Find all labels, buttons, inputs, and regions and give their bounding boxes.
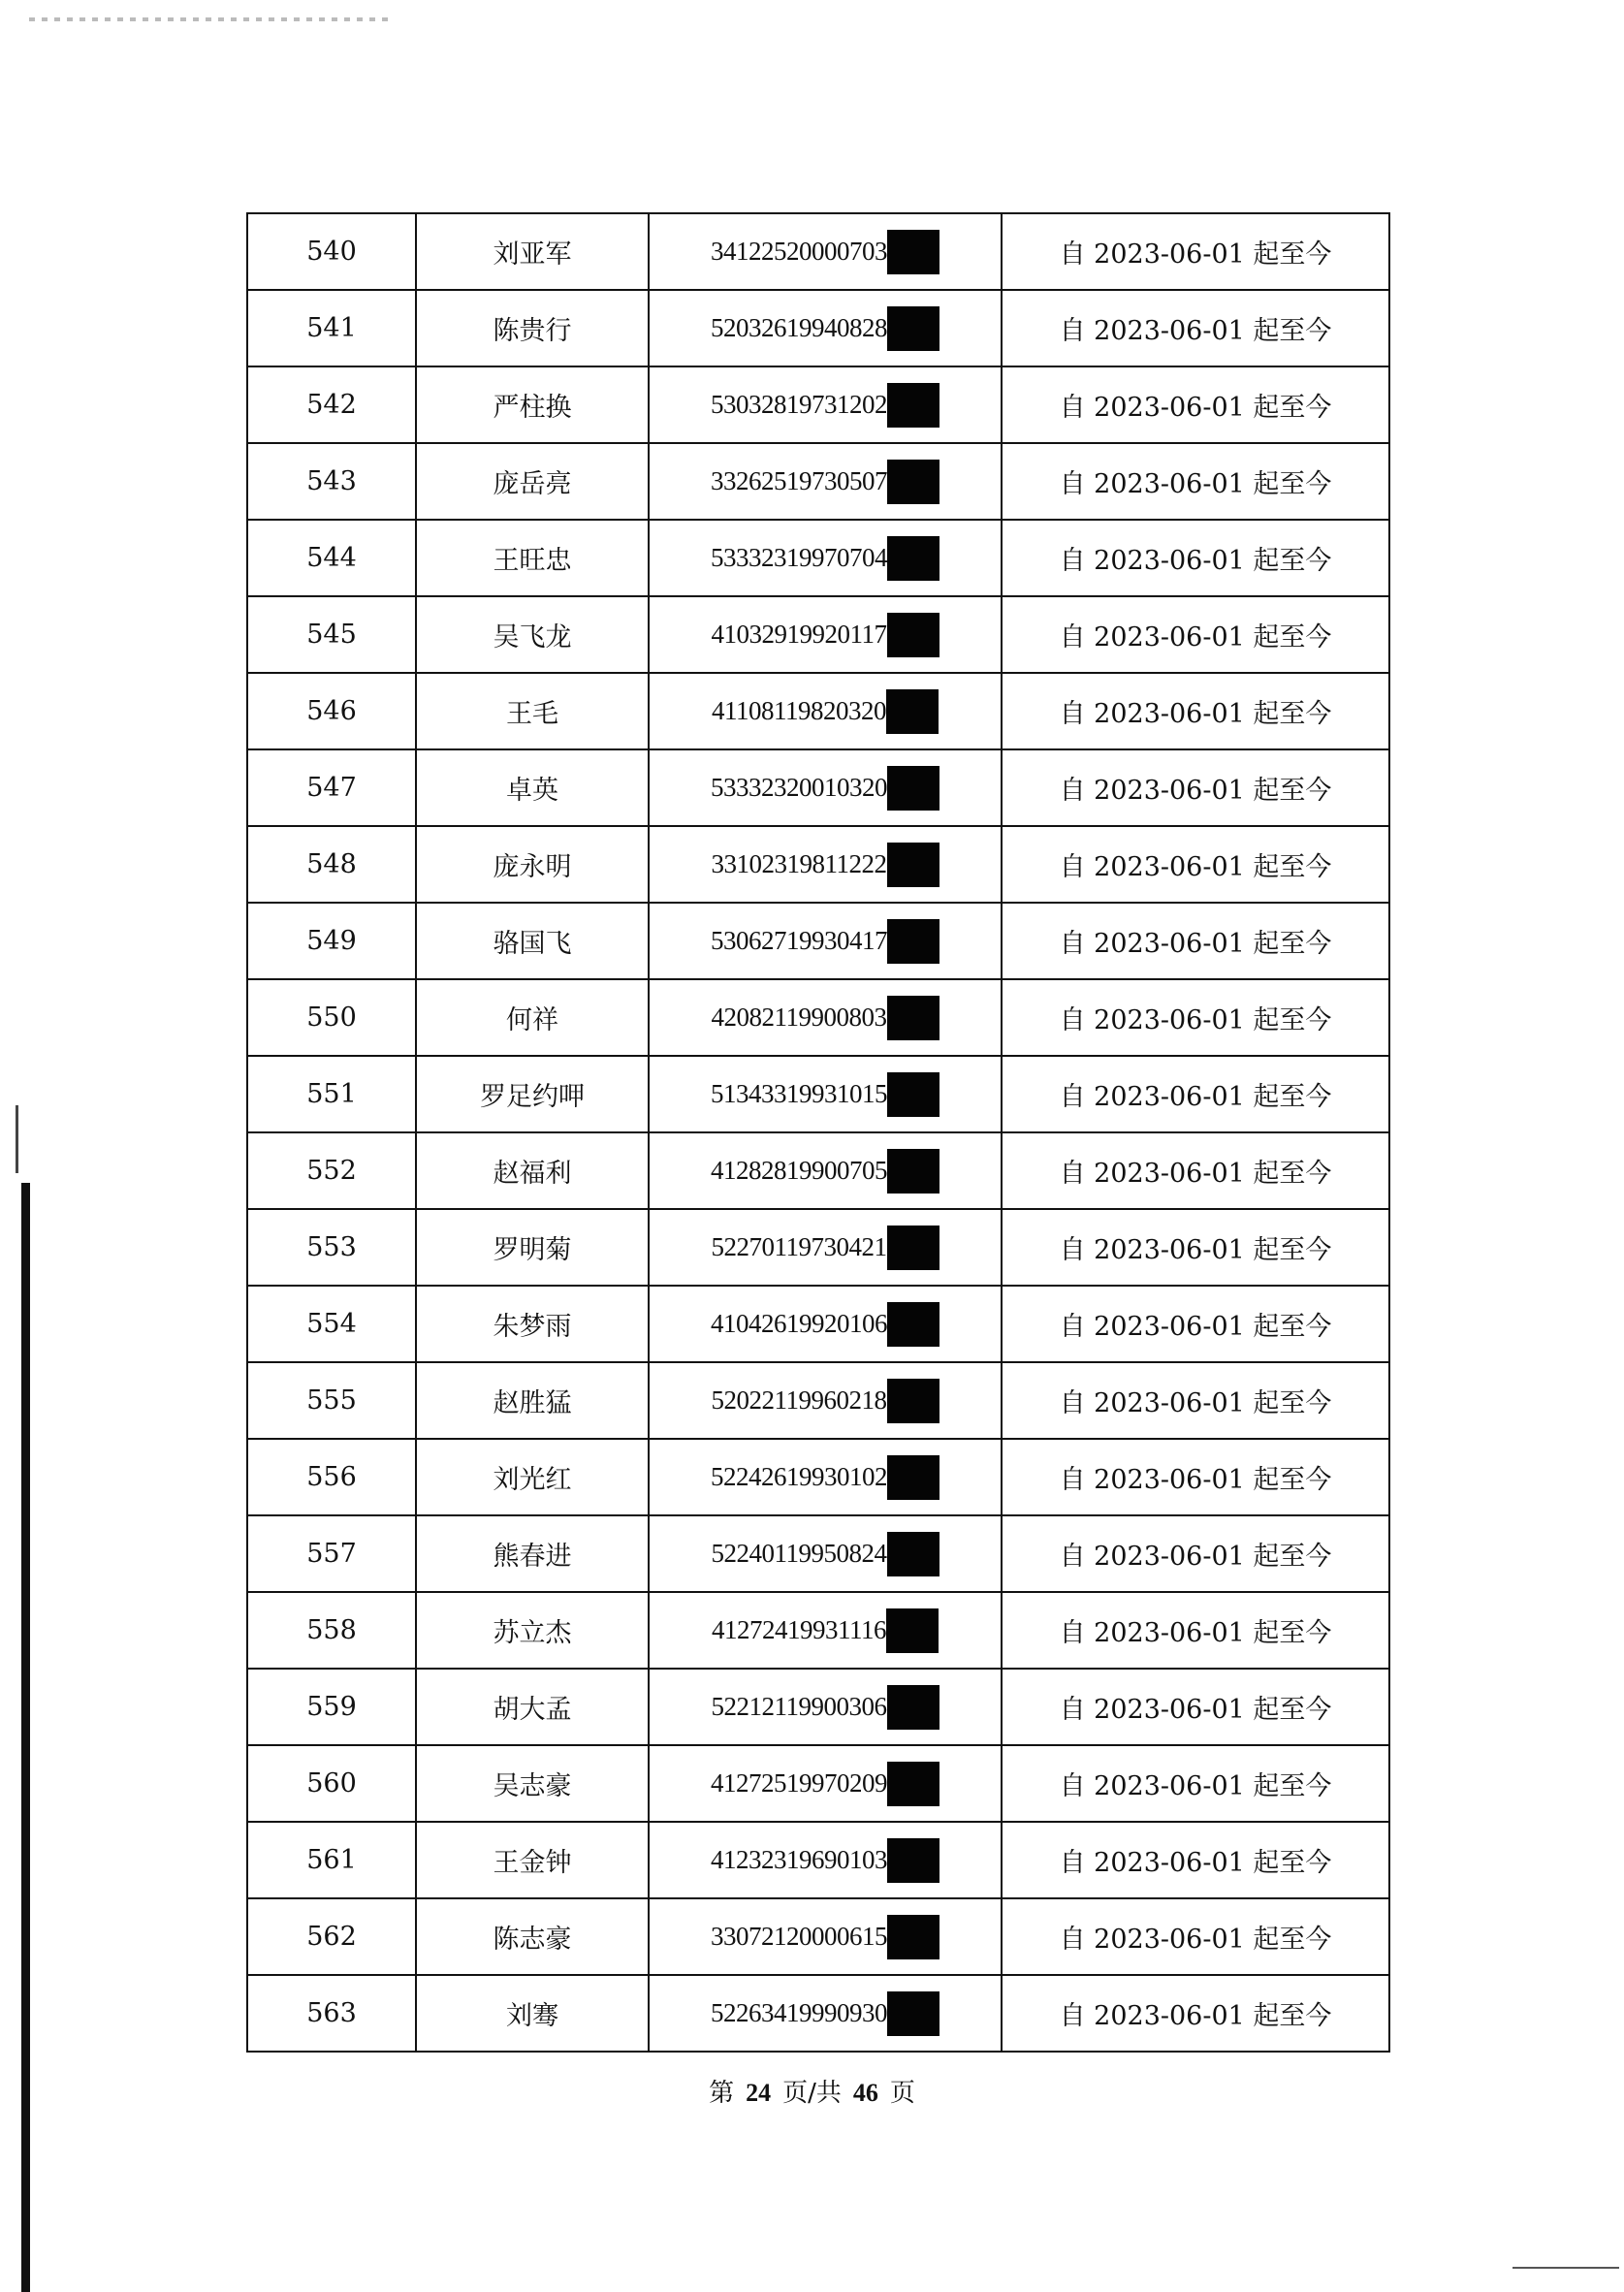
row-number: 559 (247, 1669, 416, 1745)
id-number-cell (649, 1209, 1002, 1286)
id-number: 53062719930417 (711, 926, 887, 955)
person-name: 吴飞龙 (416, 596, 649, 673)
id-number-cell (649, 290, 1002, 366)
id-number: 51343319931015 (711, 1079, 887, 1108)
id-number: 52242619930102 (711, 1462, 887, 1491)
redaction-block (887, 1226, 939, 1270)
redaction-block (887, 1991, 939, 2036)
person-name: 陈贵行 (416, 290, 649, 366)
id-number: 52263419990930 (711, 1998, 887, 2027)
person-name: 王金钟 (416, 1822, 649, 1898)
table-row (247, 290, 1389, 366)
redaction-block (887, 536, 939, 581)
row-number: 543 (247, 443, 416, 520)
table-row (247, 1286, 1389, 1362)
table-row (247, 1592, 1389, 1669)
id-number-cell (649, 1898, 1002, 1975)
id-number-cell (649, 1362, 1002, 1439)
row-number: 558 (247, 1592, 416, 1669)
table-row (247, 673, 1389, 749)
person-name: 朱梦雨 (416, 1286, 649, 1362)
id-number-cell (649, 443, 1002, 520)
id-number-cell (649, 1822, 1002, 1898)
person-name: 庞永明 (416, 826, 649, 903)
row-number: 551 (247, 1056, 416, 1132)
row-number: 542 (247, 366, 416, 443)
footer-middle: 页/共 (782, 2079, 842, 2108)
row-number: 560 (247, 1745, 416, 1822)
id-number-cell (649, 903, 1002, 979)
redaction-block (887, 1838, 939, 1883)
id-number: 41272519970209 (711, 1768, 887, 1798)
id-number: 52212119900306 (711, 1692, 887, 1721)
table-row (247, 1515, 1389, 1592)
id-number: 41108119820320 (712, 696, 886, 725)
table-row (247, 749, 1389, 826)
row-number: 552 (247, 1132, 416, 1209)
redaction-block (887, 230, 939, 274)
id-number: 52022119960218 (711, 1385, 887, 1415)
row-number: 555 (247, 1362, 416, 1439)
id-number: 52270119730421 (711, 1232, 887, 1261)
id-number-cell (649, 673, 1002, 749)
redaction-block (887, 306, 939, 351)
id-number-cell (649, 749, 1002, 826)
row-number: 549 (247, 903, 416, 979)
person-name: 王旺忠 (416, 520, 649, 596)
period: 自 2023-06-01 起至今 (1002, 1669, 1389, 1745)
table-row (247, 1975, 1389, 2052)
table-row (247, 1669, 1389, 1745)
id-number: 33102319811222 (711, 849, 887, 878)
table-row (247, 826, 1389, 903)
period: 自 2023-06-01 起至今 (1002, 826, 1389, 903)
person-name: 赵胜猛 (416, 1362, 649, 1439)
row-number: 554 (247, 1286, 416, 1362)
person-name: 王毛 (416, 673, 649, 749)
person-name: 庞岳亮 (416, 443, 649, 520)
table-row (247, 903, 1389, 979)
person-name: 熊春进 (416, 1515, 649, 1592)
id-number-cell (649, 1592, 1002, 1669)
period: 自 2023-06-01 起至今 (1002, 1898, 1389, 1975)
redaction-block (887, 1762, 939, 1806)
period: 自 2023-06-01 起至今 (1002, 979, 1389, 1056)
id-number: 53332320010320 (711, 773, 887, 802)
page-footer (0, 2073, 1624, 2109)
person-name: 罗明菊 (416, 1209, 649, 1286)
id-number-cell (649, 1745, 1002, 1822)
person-name: 苏立杰 (416, 1592, 649, 1669)
scan-artifact-left-edge (21, 1183, 30, 2292)
period: 自 2023-06-01 起至今 (1002, 1056, 1389, 1132)
period: 自 2023-06-01 起至今 (1002, 1515, 1389, 1592)
id-number-cell (649, 1439, 1002, 1515)
table-row (247, 520, 1389, 596)
row-number: 556 (247, 1439, 416, 1515)
table-row (247, 366, 1389, 443)
id-number-cell (649, 1286, 1002, 1362)
footer-prefix: 第 (709, 2079, 735, 2108)
person-name: 罗足约呷 (416, 1056, 649, 1132)
table-row (247, 1898, 1389, 1975)
id-number: 41272419931116 (712, 1615, 886, 1644)
row-number: 541 (247, 290, 416, 366)
id-number: 52032619940828 (711, 313, 887, 342)
redaction-block (886, 689, 939, 734)
id-number: 41282819900705 (711, 1156, 887, 1185)
row-number: 544 (247, 520, 416, 596)
person-name: 刘光红 (416, 1439, 649, 1515)
person-name: 骆国飞 (416, 903, 649, 979)
id-number-cell (649, 596, 1002, 673)
row-number: 545 (247, 596, 416, 673)
row-number: 540 (247, 213, 416, 290)
period: 自 2023-06-01 起至今 (1002, 1975, 1389, 2052)
table-row (247, 596, 1389, 673)
id-number-cell (649, 1132, 1002, 1209)
table-row (247, 213, 1389, 290)
redaction-block (887, 1379, 939, 1423)
redaction-block (887, 1072, 939, 1117)
redaction-block (887, 1455, 939, 1500)
row-number: 547 (247, 749, 416, 826)
row-number: 557 (247, 1515, 416, 1592)
period: 自 2023-06-01 起至今 (1002, 520, 1389, 596)
period: 自 2023-06-01 起至今 (1002, 673, 1389, 749)
id-number-cell (649, 1515, 1002, 1592)
id-number-cell (649, 979, 1002, 1056)
redaction-block (887, 1302, 939, 1347)
period: 自 2023-06-01 起至今 (1002, 213, 1389, 290)
period: 自 2023-06-01 起至今 (1002, 1439, 1389, 1515)
id-number-cell (649, 1056, 1002, 1132)
redaction-block (887, 613, 939, 657)
id-number-cell (649, 213, 1002, 290)
table-row (247, 1745, 1389, 1822)
redaction-block (887, 766, 939, 811)
id-number: 34122520000703 (711, 237, 887, 266)
period: 自 2023-06-01 起至今 (1002, 1822, 1389, 1898)
person-name: 严柱换 (416, 366, 649, 443)
id-number: 52240119950824 (711, 1539, 887, 1568)
redaction-block (887, 1685, 939, 1730)
period: 自 2023-06-01 起至今 (1002, 749, 1389, 826)
current-page-number: 24 (746, 2079, 772, 2107)
table-row (247, 1822, 1389, 1898)
row-number: 563 (247, 1975, 416, 2052)
id-number: 41032919920117 (711, 620, 887, 649)
person-name: 赵福利 (416, 1132, 649, 1209)
id-number: 53032819731202 (711, 390, 887, 419)
period: 自 2023-06-01 起至今 (1002, 1592, 1389, 1669)
period: 自 2023-06-01 起至今 (1002, 290, 1389, 366)
id-number: 41042619920106 (711, 1309, 887, 1338)
redaction-block (887, 1149, 939, 1194)
redaction-block (887, 383, 939, 428)
id-number: 53332319970704 (711, 543, 887, 572)
id-number: 33262519730507 (711, 466, 887, 495)
id-number: 41232319690103 (711, 1845, 887, 1874)
person-name: 何祥 (416, 979, 649, 1056)
row-number: 561 (247, 1822, 416, 1898)
id-number: 42082119900803 (711, 1003, 887, 1032)
id-number-cell (649, 366, 1002, 443)
period: 自 2023-06-01 起至今 (1002, 1362, 1389, 1439)
period: 自 2023-06-01 起至今 (1002, 903, 1389, 979)
row-number: 562 (247, 1898, 416, 1975)
redaction-block (887, 996, 939, 1040)
person-name: 刘亚军 (416, 213, 649, 290)
period: 自 2023-06-01 起至今 (1002, 1745, 1389, 1822)
scan-artifact-left-mark (16, 1105, 18, 1173)
redaction-block (887, 460, 939, 504)
person-name: 陈志豪 (416, 1898, 649, 1975)
id-number-cell (649, 1975, 1002, 2052)
footer-suffix: 页 (889, 2079, 915, 2108)
id-number-cell (649, 1669, 1002, 1745)
id-number-cell (649, 520, 1002, 596)
row-number: 550 (247, 979, 416, 1056)
period: 自 2023-06-01 起至今 (1002, 366, 1389, 443)
table-row (247, 1056, 1389, 1132)
scan-artifact-top (29, 17, 388, 21)
table-row (247, 1209, 1389, 1286)
person-name: 刘骞 (416, 1975, 649, 2052)
total-pages-number: 46 (852, 2079, 878, 2107)
period: 自 2023-06-01 起至今 (1002, 1132, 1389, 1209)
table-row (247, 1362, 1389, 1439)
redaction-block (887, 919, 939, 964)
person-name: 吴志豪 (416, 1745, 649, 1822)
table-row (247, 443, 1389, 520)
row-number: 546 (247, 673, 416, 749)
table-row (247, 1132, 1389, 1209)
redaction-block (887, 843, 939, 887)
scan-artifact-bottom-line (1513, 2267, 1619, 2269)
row-number: 553 (247, 1209, 416, 1286)
redaction-block (887, 1915, 939, 1959)
period: 自 2023-06-01 起至今 (1002, 1286, 1389, 1362)
redaction-block (886, 1608, 939, 1653)
period: 自 2023-06-01 起至今 (1002, 596, 1389, 673)
period: 自 2023-06-01 起至今 (1002, 443, 1389, 520)
table-row (247, 979, 1389, 1056)
table-row (247, 1439, 1389, 1515)
id-number-cell (649, 826, 1002, 903)
id-number: 33072120000615 (711, 1922, 887, 1951)
roster-body (247, 213, 1389, 2052)
row-number: 548 (247, 826, 416, 903)
person-name: 胡大孟 (416, 1669, 649, 1745)
person-name: 卓英 (416, 749, 649, 826)
roster-table (246, 212, 1390, 2053)
redaction-block (887, 1532, 939, 1576)
period: 自 2023-06-01 起至今 (1002, 1209, 1389, 1286)
